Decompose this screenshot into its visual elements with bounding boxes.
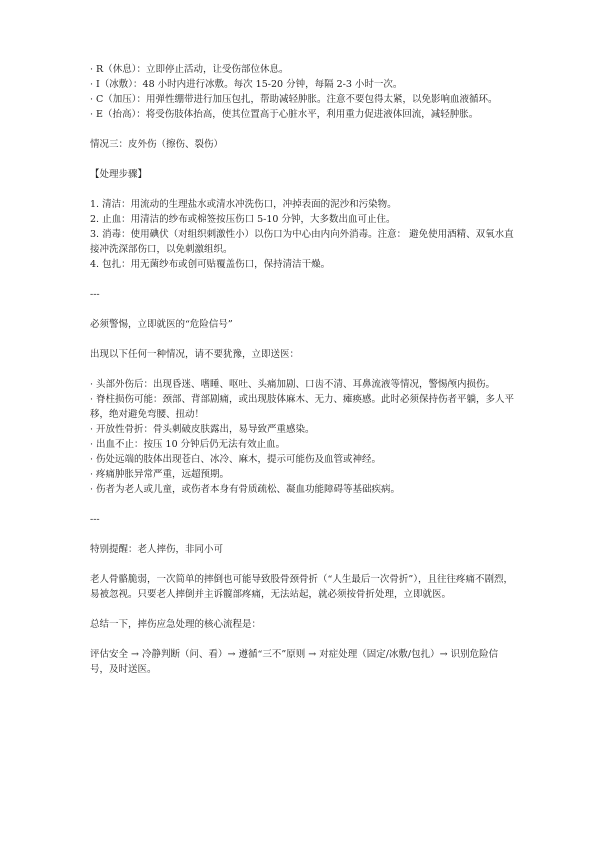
warning-item-spine-injury: · 脊柱损伤可能：颈部、背部剧痛，或出现肢体麻木、无力、瘫痪感。此时必须保持伤者平躺，多人平移，绝对避免弯腰、扭动！ bbox=[90, 394, 515, 420]
situation3-heading: 情况三：皮外伤（擦伤、裂伤） bbox=[90, 139, 224, 150]
warning-item-head-injury: · 头部外伤后：出现昏迷、嗜睡、呕吐、头痛加剧、口齿不清、耳鼻流液等情况，警惕颅内损伤。 bbox=[90, 379, 496, 390]
steps-list bbox=[90, 197, 515, 272]
step-bandage: 4. 包扎：用无菌纱布或创可贴覆盖伤口，保持清洁干燥。 bbox=[90, 259, 331, 270]
steps-heading: 【处理步骤】 bbox=[90, 169, 148, 180]
document-page bbox=[90, 62, 515, 677]
divider: --- bbox=[90, 289, 100, 300]
warning-heading: 必须警惕，立即就医的“危险信号” bbox=[90, 319, 233, 330]
summary-flow: 评估安全 → 冷静判断（问、看）→ 遵循“三不”原则 → 对症处理（固定/冰敷/包扎）→ 识别危险信号，及时送医。 bbox=[90, 649, 499, 675]
rice-item-e: · E（抬高）：将受伤肢体抬高，使其位置高于心脏水平，利用重力促进液体回流，减轻肿胀。 bbox=[90, 109, 479, 120]
warning-item-vulnerable: · 伤者为老人或儿童，或伤者本身有骨质疏松、凝血功能障碍等基础疾病。 bbox=[90, 484, 401, 495]
step-disinfect: 3. 消毒：使用碘伏（对组织刺激性小）以伤口为中心由内向外消毒。注意： 避免使用酒精、双氧水直接冲洗深部伤口，以免刺激组织。 bbox=[90, 229, 514, 255]
warning-item-open-fracture: · 开放性骨折：骨头刺破皮肤露出，易导致严重感染。 bbox=[90, 424, 315, 435]
rice-item-c: · C（加压）：用弹性绷带进行加压包扎，帮助减轻肿胀。注意不要包得太紧，以免影响血液循环。 bbox=[90, 94, 498, 105]
warning-item-severe-pain: · 疼痛肿胀异常严重，远超预期。 bbox=[90, 469, 230, 480]
rice-item-i: · I（冰敷）：48 小时内进行冰敷。每次 15-20 分钟，每隔 2-3 小时一次。 bbox=[90, 79, 403, 90]
elderly-text: 老人骨骼脆弱，一次简单的摔倒也可能导致股骨颈骨折（“人生最后一次骨折”），且往往疼痛不剧烈，易被忽视。只要老人摔倒并主诉髋部疼痛，无法站起，就必须按骨折处理，立即就医。 bbox=[90, 574, 513, 600]
elderly-heading: 特别提醒：老人摔伤，非同小可 bbox=[90, 544, 224, 555]
step-stop-bleeding: 2. 止血：用清洁的纱布或棉签按压伤口 5-10 分钟，大多数出血可止住。 bbox=[90, 214, 396, 225]
warning-list bbox=[90, 377, 515, 497]
warning-intro: 出现以下任何一种情况，请不要犹豫，立即送医： bbox=[90, 349, 300, 360]
rice-item-r: · R（休息）：立即停止活动，让受伤部位休息。 bbox=[90, 64, 289, 75]
rice-list bbox=[90, 62, 515, 122]
divider: --- bbox=[90, 514, 100, 525]
warning-item-distal-limb: · 伤处远端的肢体出现苍白、冰冷、麻木，提示可能伤及血管或神经。 bbox=[90, 454, 382, 465]
warning-item-bleeding: · 出血不止：按压 10 分钟后仍无法有效止血。 bbox=[90, 439, 286, 450]
summary-heading: 总结一下，摔伤应急处理的核心流程是： bbox=[90, 619, 262, 630]
step-clean: 1. 清洁：用流动的生理盐水或清水冲洗伤口，冲掉表面的泥沙和污染物。 bbox=[90, 199, 397, 210]
